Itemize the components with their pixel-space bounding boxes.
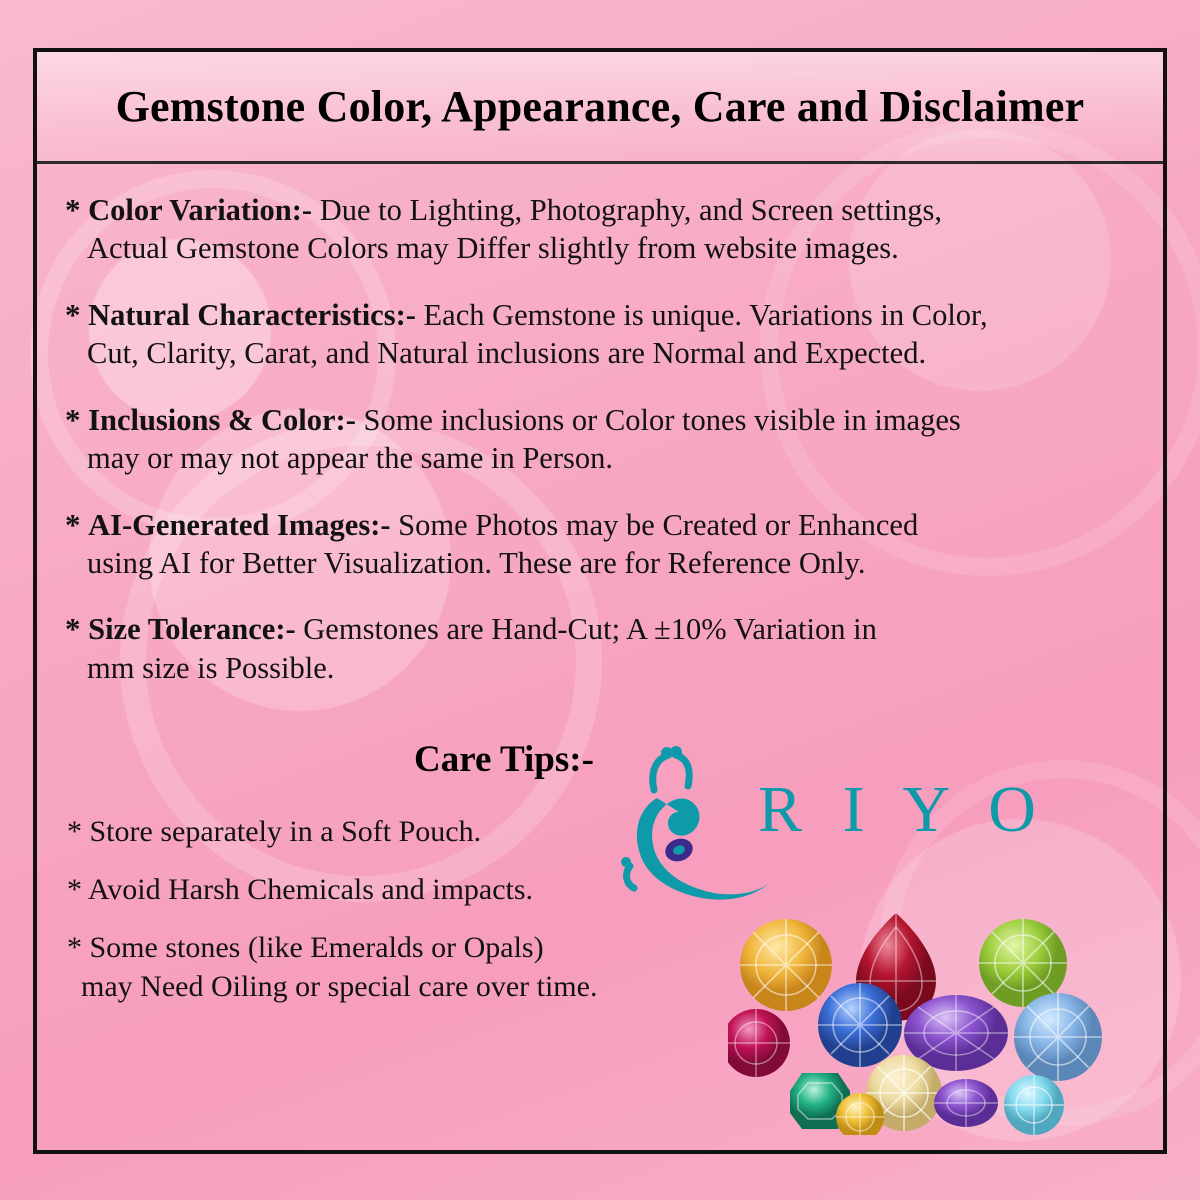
- list-item: [59, 190, 1137, 268]
- section-line-2: Actual Gemstone Colors may Differ slightly from website images.: [87, 231, 899, 266]
- bullet-marker: *: [67, 873, 82, 907]
- care-tips-heading: Care Tips:-: [414, 739, 594, 781]
- section-line-2: may or may not appear the same in Person.: [87, 441, 613, 476]
- care-tip-line-1: Store separately in a Soft Pouch.: [89, 815, 482, 849]
- peacock-foot: [627, 866, 634, 888]
- list-item: [59, 505, 1137, 583]
- section-label: Color Variation:-: [88, 193, 313, 227]
- gem-aquamarine: [1014, 993, 1102, 1081]
- section-line-1: Some inclusions or Color tones visible in images: [355, 402, 961, 437]
- section-line-2: using AI for Better Visualization. These are for Reference Only.: [87, 545, 866, 580]
- peacock-icon: [610, 746, 780, 916]
- list-item: [59, 400, 1137, 478]
- list-item: [59, 295, 1137, 373]
- title-bar: [37, 52, 1163, 164]
- bullet-marker: *: [65, 192, 81, 227]
- section-line-1: Due to Lighting, Photography, and Screen settings,: [312, 193, 943, 227]
- peacock-crest-dot: [670, 746, 682, 758]
- bullet-marker: *: [65, 296, 81, 332]
- gem-citrine: [740, 919, 832, 1011]
- section-line-2: mm size is Possible.: [87, 650, 335, 685]
- section-label: Size Tolerance:-: [88, 612, 296, 647]
- gemstone-cluster-svg: [728, 905, 1148, 1135]
- section-line-1: Each Gemstone is unique. Variations in Color,: [415, 297, 988, 332]
- peacock-body: [637, 798, 770, 900]
- bullet-marker: *: [67, 931, 82, 965]
- gem-sapphire: [818, 983, 902, 1067]
- bullet-marker: *: [65, 401, 81, 437]
- section-label: AI-Generated Images:-: [88, 507, 391, 542]
- gem-ruby: [728, 1009, 790, 1077]
- section-line-2: Cut, Clarity, Carat, and Natural inclusions are Normal and Expected.: [87, 336, 927, 371]
- page-title: Gemstone Color, Appearance, Care and Disclaimer: [115, 82, 1085, 131]
- care-tip-line-1: Some stones (like Emeralds or Opals): [89, 931, 544, 965]
- bullet-marker: *: [65, 611, 81, 647]
- care-tip-line-2: may Need Oiling or special care over time.: [81, 970, 598, 1004]
- bullet-marker: *: [67, 815, 82, 849]
- gem-amethyst-small: [934, 1079, 998, 1127]
- brand-wordmark: R I Y O: [758, 773, 1048, 846]
- section-label: Natural Characteristics:-: [88, 297, 416, 332]
- section-line-1: Some Photos may be Created or Enhanced: [390, 507, 919, 542]
- list-item: [59, 609, 1137, 687]
- peacock-foot-dot: [621, 857, 631, 867]
- section-line-1: Gemstones are Hand-Cut; A ±10% Variation in: [295, 612, 877, 647]
- bullet-marker: *: [65, 506, 81, 542]
- gem-blue-topaz: [1004, 1075, 1064, 1135]
- gemstone-cluster: [728, 905, 1148, 1135]
- section-label: Inclusions & Color:-: [88, 402, 356, 437]
- brand-logo: [610, 746, 1110, 916]
- care-tip-line-1: Avoid Harsh Chemicals and impacts.: [87, 873, 534, 907]
